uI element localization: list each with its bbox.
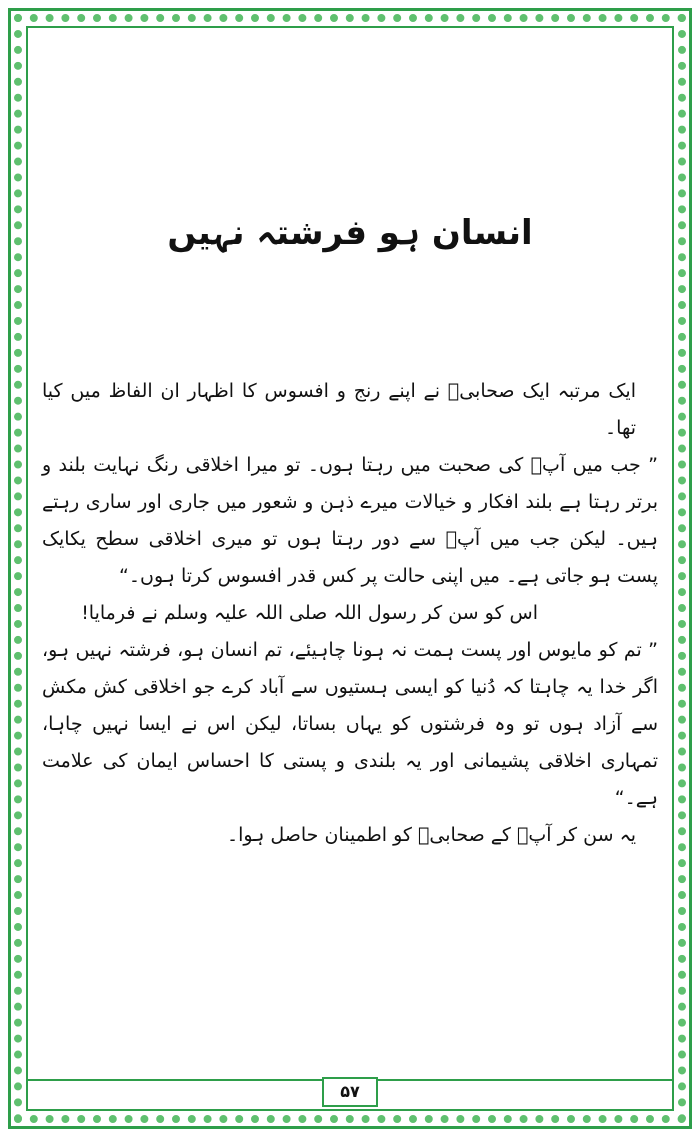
paragraph-intro: ایک مرتبہ ایک صحابیؓ نے اپنے رنج و افسوس کا اظہار ان الفاظ میں کیا تھا۔ (42, 379, 636, 439)
page-title: انسان ہو فرشتہ نہیں (167, 213, 533, 253)
paragraph-conclusion: یہ سن کر آپؐ کے صحابیؓ کو اطمینان حاصل ہوا۔ (226, 823, 636, 846)
paragraph-companion-quote: ” جب میں آپؐ کی صحبت میں رہتا ہوں۔ تو میرا اخلاقی رنگ نہایت بلند و برتر رہتا ہے بلند افکار و خیالات میرے ذہن و شعور میں جاری اور ساری رہتے ہیں۔ لیکن جب میں آپؐ سے دور رہتا ہوں تو میری اخلاقی سطح یکایک پست ہو جاتی ہے۔ میں اپنی حالت پر کس قدر افسوس کرتا ہوں۔“ (42, 453, 658, 587)
page-content (42, 40, 658, 1077)
page-number: ۵۷ (322, 1077, 378, 1107)
article-body (42, 373, 658, 854)
paragraph-prophet-quote: ” تم کو مایوس اور پست ہمت نہ ہونا چاہیئے، تم انسان ہو، فرشتہ نہیں ہو، اگر خدا یہ چاہتا کہ دُنیا کو ایسی ہستیوں سے آباد کرے جو اخلاقی کش مکش سے آزاد ہوں تو وہ فرشتوں کو یہاں بساتا، لیکن اس نے ایسا نہیں چاہا، تمہاری اخلاقی پشیمانی اور یہ بلندی و پستی کا احساس ایمان کی علامت ہے۔“ (42, 638, 658, 809)
paragraph-prophet-response: اس کو سن کر رسول اللہ صلی اللہ علیہ وسلم نے فرمایا! (81, 601, 538, 624)
